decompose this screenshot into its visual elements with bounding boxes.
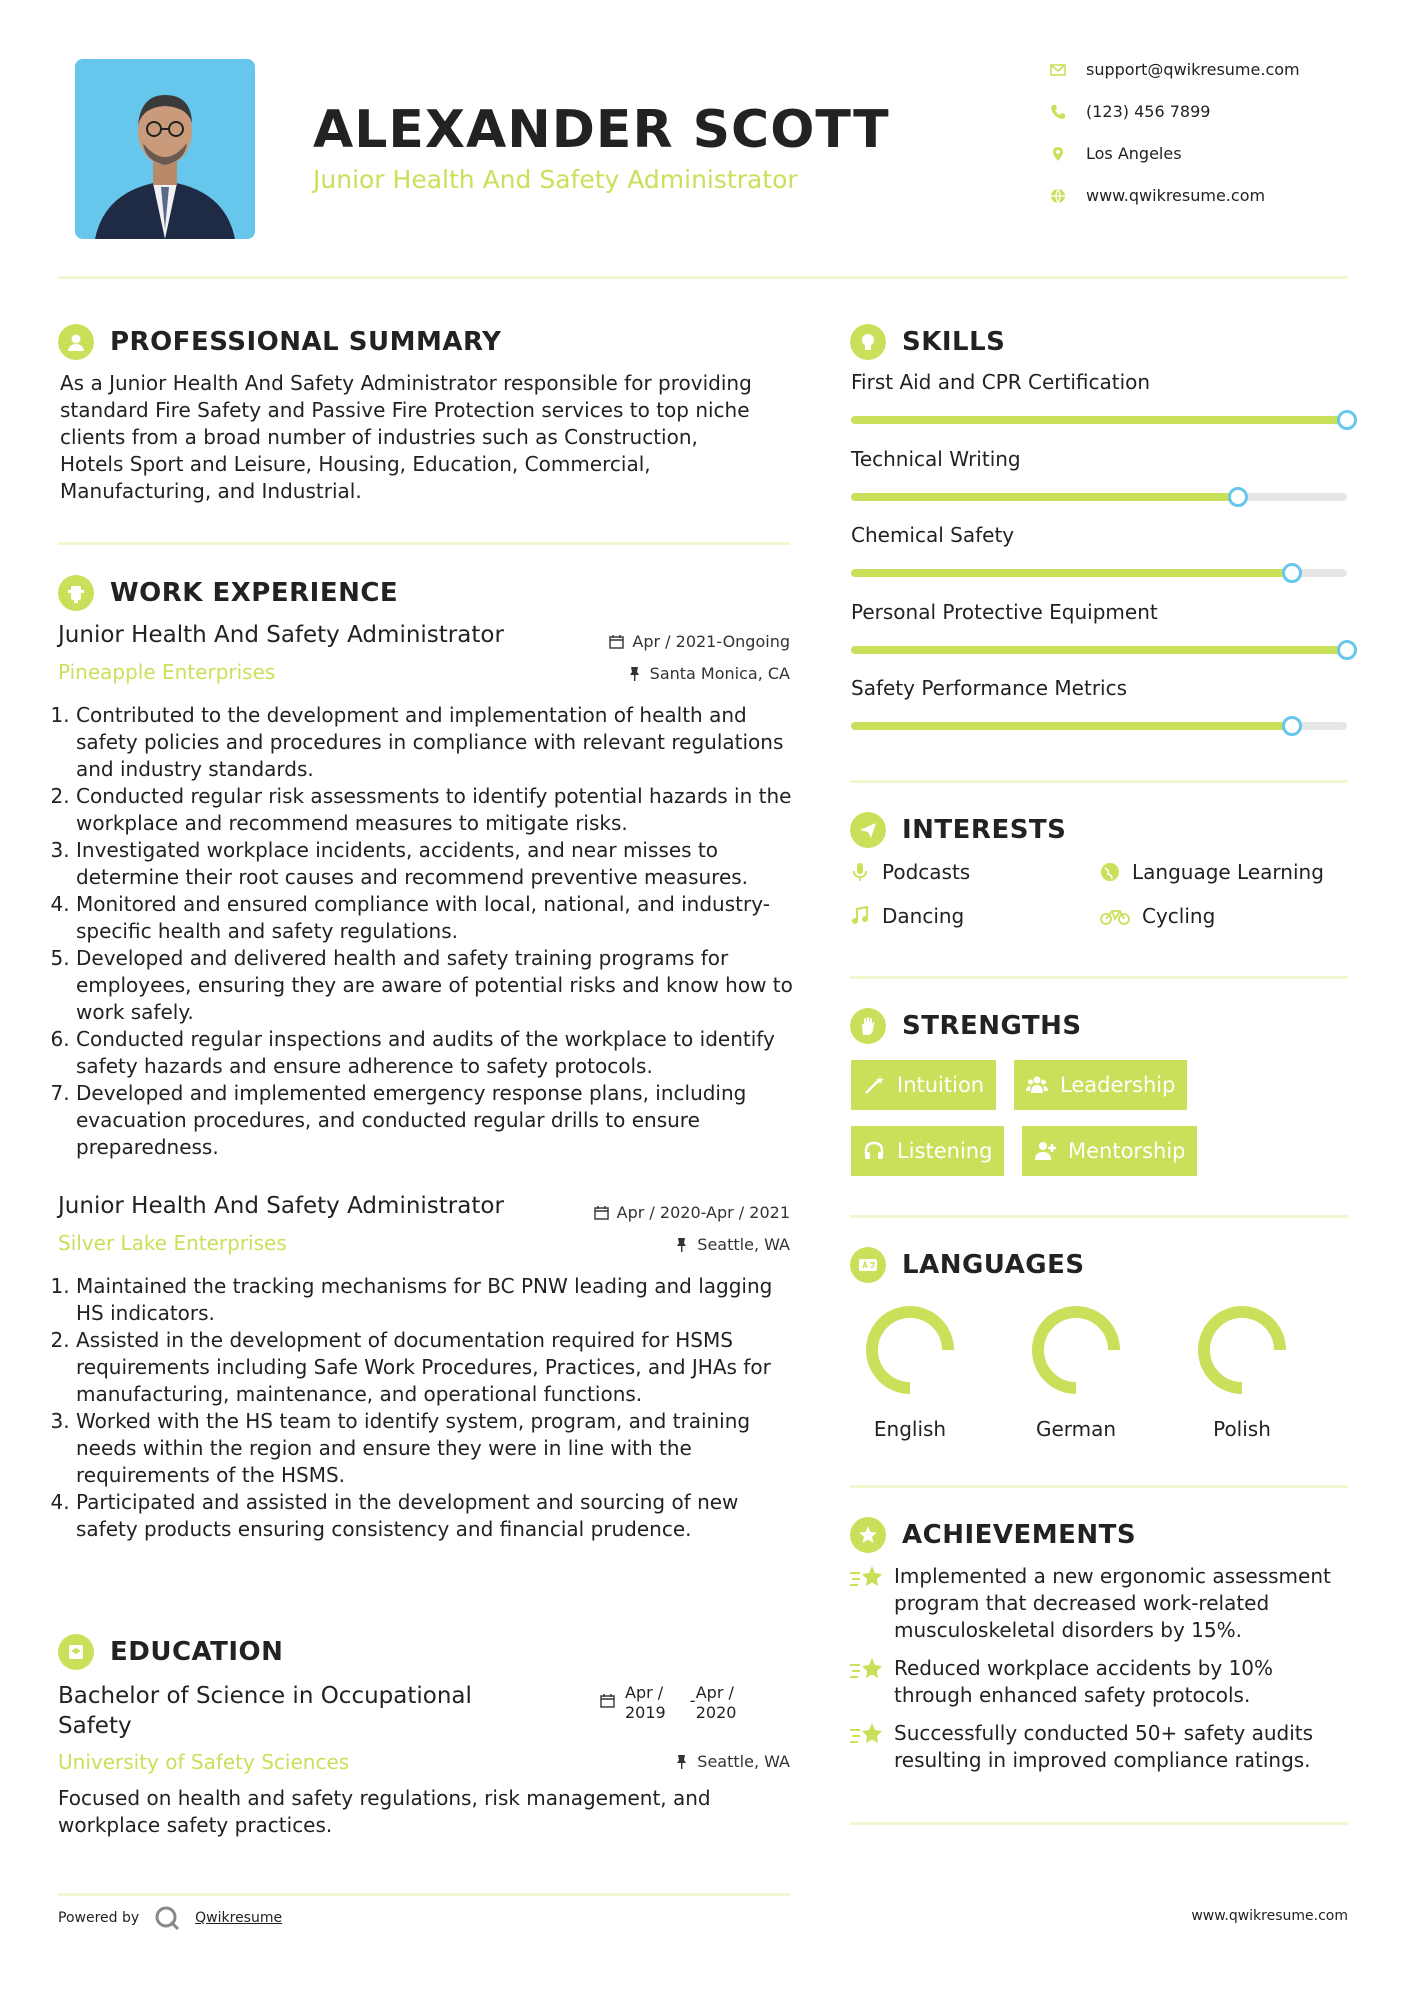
- summary-line: Hotels Sport and Leisure, Housing, Education, Commercial,: [60, 452, 651, 476]
- user-icon: [58, 324, 94, 360]
- location-text: Los Angeles: [1086, 144, 1182, 163]
- skills-heading: [850, 324, 1005, 360]
- interests-heading: [850, 812, 1066, 848]
- skills-divider: [850, 780, 1348, 783]
- contact-location: [1050, 144, 1340, 163]
- achievement-text: Successfully conducted 50+ safety audits resulting in improved compliance ratings.: [894, 1721, 1314, 1772]
- powered-by-text: Powered by: [58, 1910, 140, 1926]
- skill-bar-knob: [1337, 640, 1357, 660]
- skill-label: Chemical Safety: [851, 523, 1015, 547]
- phone-text: (123) 456 7899: [1086, 102, 1211, 121]
- contact-email[interactable]: [1050, 60, 1340, 79]
- globe-icon: [1100, 862, 1120, 882]
- candidate-title: Junior Health And Safety Administrator: [313, 165, 798, 194]
- contact-website[interactable]: [1050, 186, 1340, 205]
- duty-item: 6. Conducted regular inspections and audits of the workplace to identify safety hazards and ensure adherence to safety protocols.: [76, 1026, 798, 1080]
- pushpin-icon: [627, 666, 642, 681]
- duty-item: 3. Investigated workplace incidents, accidents, and near misses to determine their root causes and recommend preventive measures.: [76, 837, 798, 891]
- skill-bar-fill: [851, 493, 1238, 501]
- achievements-divider: [850, 1822, 1348, 1825]
- duty-item: 7. Developed and implemented emergency response plans, including evacuation procedures, and conducted regular drills to ensure preparedness.: [76, 1080, 798, 1161]
- achievement-item: [850, 1563, 1350, 1644]
- interest-item: [1100, 860, 1324, 884]
- person-portrait-icon: [75, 59, 255, 239]
- experience-title: WORK EXPERIENCE: [110, 578, 399, 608]
- strengths-divider: [850, 1215, 1348, 1218]
- edu-end-year: 2020: [695, 1703, 737, 1722]
- achievement-text: Reduced workplace accidents by 10% through enhanced safety protocols.: [894, 1656, 1274, 1707]
- skill-bar-fill: [851, 722, 1292, 730]
- star-badge-icon: [850, 1517, 886, 1553]
- degree-line: Bachelor of Science in Occupational: [58, 1683, 472, 1709]
- strength-label: Mentorship: [1068, 1139, 1186, 1163]
- magic-wand-icon: [863, 1074, 885, 1096]
- skill-bar-knob: [1282, 716, 1302, 736]
- skill-bar: [851, 416, 1347, 424]
- hand-icon: [850, 1008, 886, 1044]
- skill-bar-fill: [851, 416, 1347, 424]
- interest-label: Dancing: [882, 904, 965, 928]
- strength-label: Intuition: [897, 1073, 985, 1097]
- calendar-icon: [594, 1205, 609, 1220]
- languages-heading: [850, 1247, 1085, 1283]
- language-name: German: [1035, 1417, 1117, 1441]
- skill-bar-fill: [851, 569, 1292, 577]
- summary-heading: [58, 324, 501, 360]
- paper-plane-icon: [850, 812, 886, 848]
- skill-bar-fill: [851, 646, 1347, 654]
- degree-title: [58, 1681, 472, 1741]
- skill-label: Technical Writing: [851, 446, 1021, 471]
- job-1-title: Junior Health And Safety Administrator: [58, 622, 504, 648]
- summary-line: As a Junior Health And Safety Administrator responsible for providing: [60, 371, 752, 395]
- bicycle-icon: [1100, 906, 1130, 926]
- skill-label: Personal Protective Equipment: [851, 599, 1158, 624]
- interest-item: [1100, 904, 1215, 928]
- email-text: support@qwikresume.com: [1086, 60, 1300, 79]
- achievements-list: [850, 1563, 1350, 1774]
- profile-photo: [75, 59, 255, 239]
- interest-label: Language Learning: [1132, 860, 1324, 884]
- job-1-dates: [560, 632, 790, 651]
- edu-end-month: Apr /: [695, 1683, 734, 1702]
- education-dates: Apr / 2019 - Apr / 2020: [600, 1683, 736, 1723]
- language-item: [1182, 1300, 1302, 1441]
- strengths-heading: [850, 1008, 1082, 1044]
- achievement-item: [850, 1655, 1350, 1709]
- skill-bar-knob: [1337, 410, 1357, 430]
- education-description: Focused on health and safety regulations, risk management, and workplace safety practices.: [58, 1786, 711, 1837]
- skill-bar-knob: [1282, 563, 1302, 583]
- calendar-icon: [609, 634, 624, 649]
- duty-item: 3. Worked with the HS team to identify system, program, and training needs within the region and ensure they were in line with the requirements of the HSMS.: [76, 1408, 798, 1489]
- skill-item: [851, 370, 1347, 447]
- summary-line: Manufacturing, and Industrial.: [60, 479, 362, 503]
- shooting-star-icon: [850, 1563, 884, 1593]
- strength-tag: [1014, 1060, 1187, 1110]
- strength-tag: [851, 1126, 1004, 1176]
- skill-item: [851, 676, 1347, 753]
- user-plus-icon: [1034, 1140, 1056, 1162]
- skill-bar: [851, 722, 1347, 730]
- skill-label: First Aid and CPR Certification: [851, 370, 1151, 394]
- languages-divider: [850, 1485, 1348, 1488]
- skill-bar-knob: [1228, 487, 1248, 507]
- duty-item: 1. Contributed to the development and implementation of health and safety policies and procedures in compliance with relevant regulations and industry standards.: [76, 702, 798, 783]
- language-level-ring: [1192, 1300, 1292, 1400]
- duty-item: 1. Maintained the tracking mechanisms for BC PNW leading and lagging HS indicators.: [76, 1273, 798, 1327]
- globe-icon: [1050, 188, 1066, 204]
- job-1-duties: [58, 702, 798, 1161]
- school-name: University of Safety Sciences: [58, 1750, 350, 1774]
- summary-line: clients from a broad number of industries such as Construction,: [60, 425, 698, 449]
- language-level-ring: [1026, 1300, 1126, 1400]
- job-2-dates: [560, 1203, 790, 1222]
- job-2-duties: [58, 1273, 798, 1543]
- duty-item: 5. Developed and delivered health and safety training programs for employees, ensuring they are aware of potential risks and know how to work safely.: [76, 945, 798, 1026]
- skill-bar: [851, 569, 1347, 577]
- skill-bar: [851, 646, 1347, 654]
- interest-item: [850, 860, 970, 884]
- skill-label: Safety Performance Metrics: [851, 676, 1128, 700]
- summary-divider: [58, 542, 790, 545]
- skill-item: [851, 447, 1347, 524]
- contact-phone[interactable]: [1050, 102, 1340, 121]
- shooting-star-icon: [850, 1655, 884, 1685]
- job-1-location-text: Santa Monica, CA: [649, 664, 790, 683]
- interest-item: [850, 904, 964, 928]
- language-name: Polish: [1213, 1417, 1271, 1441]
- strength-label: Listening: [897, 1139, 993, 1163]
- language-name: English: [873, 1417, 947, 1441]
- footer-url[interactable]: www.qwikresume.com: [1191, 1908, 1348, 1924]
- interests-title: INTERESTS: [902, 815, 1067, 845]
- pushpin-icon: [674, 1754, 689, 1769]
- users-icon: [1026, 1074, 1048, 1096]
- lightbulb-icon: [850, 324, 886, 360]
- languages-title: LANGUAGES: [902, 1250, 1085, 1280]
- duty-item: 4. Participated and assisted in the development and sourcing of new safety products ensuring consistency and financial prudence.: [76, 1489, 798, 1543]
- summary-title: PROFESSIONAL SUMMARY: [110, 327, 502, 357]
- education-title: EDUCATION: [110, 1637, 284, 1667]
- summary-line: standard Fire Safety and Passive Fire Protection services to top niche: [60, 398, 750, 422]
- job-2-company: Silver Lake Enterprises: [58, 1231, 287, 1255]
- qwikresume-logo-icon: [153, 1904, 181, 1932]
- microphone-icon: [850, 862, 870, 882]
- brand-link[interactable]: Qwikresume: [195, 1910, 283, 1926]
- achievements-heading: [850, 1517, 1136, 1553]
- job-1-location: [560, 664, 790, 683]
- duty-item: 2. Assisted in the development of documentation required for HSMS requirements including Safe Work Procedures, Practices, and JHAs for manufacturing, maintenance, and operational functions.: [76, 1327, 798, 1408]
- duty-item: 4. Monitored and ensured compliance with local, national, and industry-specific health and safety regulations.: [76, 891, 798, 945]
- map-pin-icon: [1050, 146, 1066, 162]
- graduation-icon: [58, 1634, 94, 1670]
- header-divider: [58, 276, 1348, 279]
- skill-item: [851, 600, 1347, 677]
- skills-title: SKILLS: [902, 327, 1006, 357]
- music-note-icon: [850, 906, 870, 926]
- job-2-location-text: Seattle, WA: [697, 1235, 790, 1254]
- envelope-icon: [1050, 62, 1066, 78]
- interests-divider: [850, 976, 1348, 979]
- website-text: www.qwikresume.com: [1086, 186, 1266, 205]
- duty-item: 2. Conducted regular risk assessments to identify potential hazards in the workplace and recommend measures to mitigate risks.: [76, 783, 798, 837]
- shooting-star-icon: [850, 1720, 884, 1750]
- edu-start-month: Apr /: [625, 1683, 664, 1702]
- education-location: [560, 1752, 790, 1771]
- skill-bar: [851, 493, 1347, 501]
- edu-start-year: 2019: [625, 1703, 666, 1722]
- candidate-name: ALEXANDER SCOTT: [313, 100, 890, 160]
- education-location-text: Seattle, WA: [697, 1752, 790, 1771]
- phone-icon: [1050, 104, 1066, 120]
- education-heading: [58, 1634, 283, 1670]
- footer-divider: [58, 1893, 790, 1896]
- interest-label: Podcasts: [882, 860, 971, 884]
- job-2-dates-text: Apr / 2020-Apr / 2021: [616, 1203, 790, 1222]
- language-icon: [850, 1247, 886, 1283]
- experience-heading: [58, 575, 398, 611]
- interest-label: Cycling: [1142, 904, 1216, 928]
- achievement-item: [850, 1720, 1350, 1774]
- achievements-title: ACHIEVEMENTS: [902, 1520, 1137, 1550]
- headphones-icon: [863, 1140, 885, 1162]
- skill-item: [851, 523, 1347, 600]
- strengths-title: STRENGTHS: [902, 1011, 1082, 1041]
- skills-list: [851, 370, 1347, 753]
- calendar-icon: [600, 1693, 615, 1708]
- strength-label: Leadership: [1060, 1073, 1176, 1097]
- degree-line: Safety: [58, 1713, 132, 1739]
- pushpin-icon: [674, 1237, 689, 1252]
- languages-list: [850, 1300, 1302, 1441]
- job-2-title: Junior Health And Safety Administrator: [58, 1193, 504, 1219]
- strength-tag: [1022, 1126, 1197, 1176]
- language-item: [850, 1300, 970, 1441]
- job-1-company: Pineapple Enterprises: [58, 660, 276, 684]
- strength-tag: [851, 1060, 996, 1110]
- powered-by: [58, 1904, 282, 1932]
- language-item: [1016, 1300, 1136, 1441]
- achievement-text: Implemented a new ergonomic assessment program that decreased work-related musculoskeletal disorders by 15%.: [894, 1564, 1331, 1642]
- summary-text: [60, 370, 800, 505]
- job-2-location: [560, 1235, 790, 1254]
- language-level-ring: [860, 1300, 960, 1400]
- briefcase-icon: [58, 575, 94, 611]
- job-1-dates-text: Apr / 2021-Ongoing: [632, 632, 790, 651]
